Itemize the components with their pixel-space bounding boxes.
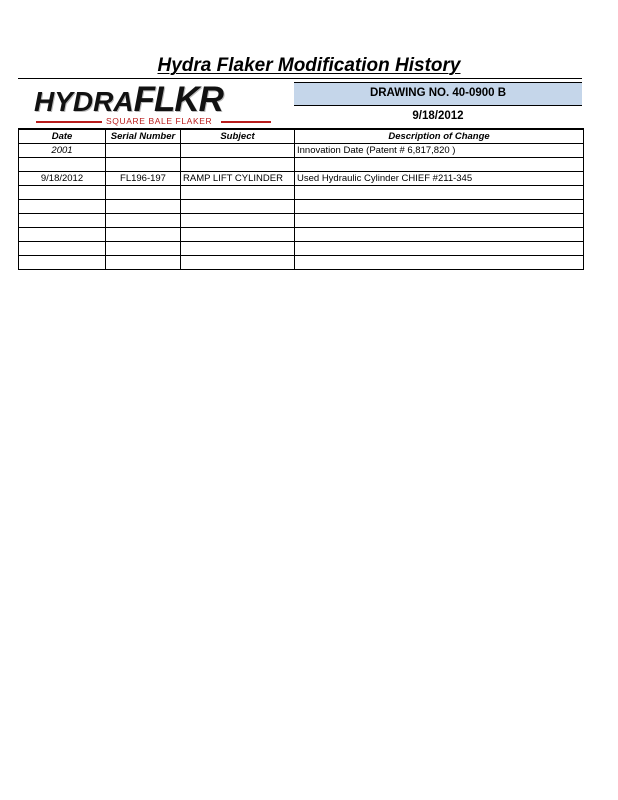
cell-serial bbox=[106, 186, 181, 200]
table-row bbox=[19, 256, 584, 270]
cell-subject bbox=[181, 228, 295, 242]
cell-serial bbox=[106, 200, 181, 214]
cell-description bbox=[295, 214, 584, 228]
table-row bbox=[19, 172, 584, 186]
header-subject: Subject bbox=[181, 129, 295, 144]
table-header-row bbox=[19, 129, 584, 144]
cell-description bbox=[295, 242, 584, 256]
drawing-number-box bbox=[294, 82, 582, 106]
table-row bbox=[19, 158, 584, 172]
cell-description bbox=[295, 200, 584, 214]
cell-serial bbox=[106, 144, 181, 158]
hydra-flkr-logo bbox=[30, 80, 275, 127]
cell-serial bbox=[106, 158, 181, 172]
cell-description: Used Hydraulic Cylinder CHIEF #211-345 bbox=[295, 172, 584, 186]
table-row bbox=[19, 242, 584, 256]
cell-date: 2001 bbox=[19, 144, 106, 158]
cell-serial bbox=[106, 256, 181, 270]
logo-tagline: SQUARE BALE FLAKER bbox=[106, 116, 213, 126]
header-description: Description of Change bbox=[295, 129, 584, 144]
drawing-number: DRAWING NO. 40-0900 B bbox=[369, 87, 507, 99]
cell-date bbox=[19, 242, 106, 256]
cell-description: Innovation Date (Patent # 6,817,820 ) bbox=[295, 144, 584, 158]
page-title: Hydra Flaker Modification History bbox=[157, 55, 461, 76]
cell-description bbox=[295, 256, 584, 270]
table-row bbox=[19, 200, 584, 214]
modification-table bbox=[18, 128, 584, 270]
cell-serial: FL196-197 bbox=[106, 172, 181, 186]
cell-subject bbox=[181, 214, 295, 228]
table-row bbox=[19, 144, 584, 158]
table-row bbox=[19, 186, 584, 200]
cell-date: 9/18/2012 bbox=[19, 172, 106, 186]
cell-subject bbox=[181, 158, 295, 172]
title-divider bbox=[18, 78, 582, 79]
logo-wordmark bbox=[34, 81, 223, 121]
cell-date bbox=[19, 158, 106, 172]
drawing-date: 9/18/2012 bbox=[412, 110, 464, 122]
cell-subject bbox=[181, 200, 295, 214]
logo-brand-main: FLKR bbox=[133, 80, 223, 119]
cell-subject: RAMP LIFT CYLINDER bbox=[181, 172, 295, 186]
cell-serial bbox=[106, 214, 181, 228]
cell-subject bbox=[181, 256, 295, 270]
table-row bbox=[19, 214, 584, 228]
cell-description bbox=[295, 186, 584, 200]
cell-date bbox=[19, 228, 106, 242]
cell-date bbox=[19, 200, 106, 214]
header-date: Date bbox=[19, 129, 106, 144]
logo-brand-prefix: HYDRA bbox=[34, 86, 134, 117]
cell-date bbox=[19, 186, 106, 200]
cell-subject bbox=[181, 144, 295, 158]
cell-serial bbox=[106, 228, 181, 242]
logo-accent-line-right bbox=[221, 121, 271, 123]
cell-subject bbox=[181, 186, 295, 200]
logo-accent-line-left bbox=[36, 121, 102, 123]
cell-subject bbox=[181, 242, 295, 256]
cell-date bbox=[19, 256, 106, 270]
cell-date bbox=[19, 214, 106, 228]
cell-serial bbox=[106, 242, 181, 256]
cell-description bbox=[295, 228, 584, 242]
cell-description bbox=[295, 158, 584, 172]
table-row bbox=[19, 228, 584, 242]
header-serial-number: Serial Number bbox=[106, 129, 181, 144]
